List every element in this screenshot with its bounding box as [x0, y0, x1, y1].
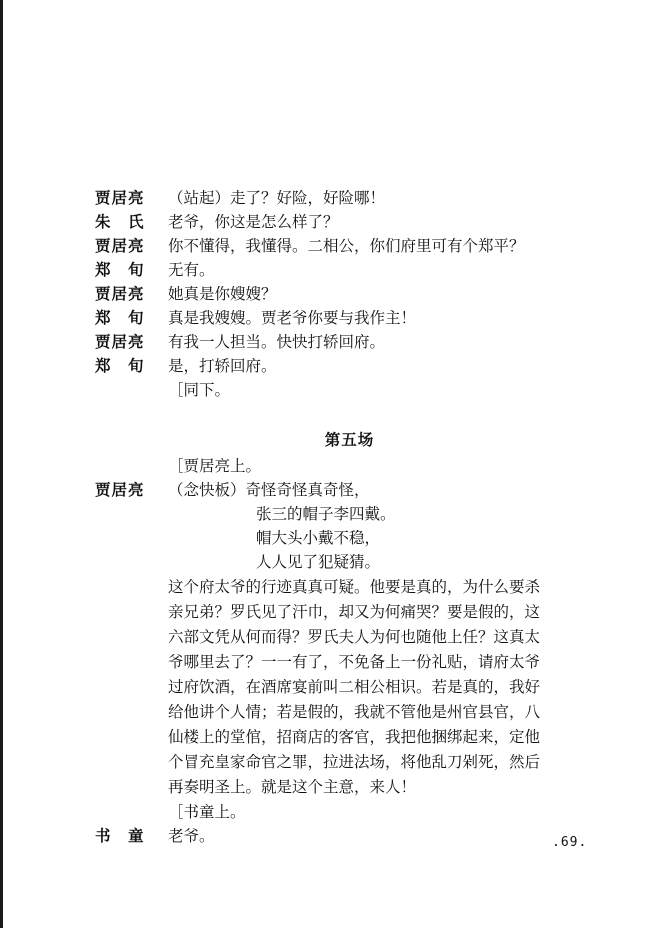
- verse-text: 人人见了犯疑猜。: [256, 553, 381, 571]
- speaker-name: 郑 旬: [95, 356, 145, 375]
- prose-text: 仙楼上的堂倌，招商店的客官，我把他捆绑起来，定他: [168, 728, 541, 746]
- prose-text: 给他讲个人情；若是假的，我就不管他是州官县官，八: [168, 703, 541, 721]
- verse-text: 张三的帽子李四戴。: [256, 505, 396, 523]
- stage-direction-text: ［书童上。: [168, 803, 246, 821]
- dialogue-text: 老爷。: [168, 827, 215, 845]
- speaker-name: 贾居亮: [95, 332, 145, 351]
- scene-title: [0, 428, 655, 450]
- verse-text: 帽大头小戴不稳，: [256, 529, 381, 547]
- binding-edge: [0, 0, 3, 928]
- prose-text: 爷哪里去了？一一有了，不免备上一份礼贴，请府太爷: [168, 653, 541, 671]
- dialogue-text: 无有。: [168, 261, 215, 279]
- speaker-name: 郑 旬: [95, 308, 145, 327]
- speaker-name: 书 童: [95, 826, 145, 845]
- scene-title-text: 第五场: [324, 430, 375, 449]
- speaker-name: 贾居亮: [95, 188, 145, 207]
- dialogue-text: 她真是你嫂嫂？: [168, 285, 277, 303]
- dialogue-text: 老爷，你这是怎么样了？: [168, 213, 339, 231]
- speaker-name: 贾居亮: [95, 284, 145, 303]
- speaker-name: 朱 氏: [95, 212, 145, 231]
- speaker-name: 贾居亮: [95, 236, 145, 255]
- prose-text: 再奏明圣上。就是这个主意，来人！: [168, 778, 417, 796]
- prose-text: 过府饮酒，在酒席宴前叫二相公相识。若是真的，我好: [168, 678, 541, 696]
- verse-lead: （念快板）奇怪奇怪真奇怪，: [168, 481, 370, 499]
- stage-direction-text: ［同下。: [168, 381, 231, 399]
- speaker-name: 郑 旬: [95, 260, 145, 279]
- speaker-name: 贾居亮: [95, 480, 145, 499]
- dialogue-text: 是，打轿回府。: [168, 357, 277, 375]
- page-number: .69.: [552, 835, 588, 850]
- stage-direction-text: ［贾居亮上。: [168, 457, 262, 475]
- prose-text: 六部文凭从何而得？罗氏夫人为何也随他上任？这真太: [168, 628, 541, 646]
- prose-text: 个冒充皇家命官之罪，拉进法场，将他乱刀剁死，然后: [168, 753, 541, 771]
- dialogue-text: 有我一人担当。快快打轿回府。: [168, 333, 386, 351]
- dialogue-text: 你不懂得，我懂得。二相公，你们府里可有个郑平？: [168, 237, 525, 255]
- prose-text: 亲兄弟？罗氏见了汗巾，却又为何痛哭？要是假的，这: [168, 603, 541, 621]
- prose-text: 这个府太爷的行迹真真可疑。他要是真的，为什么要杀: [168, 578, 541, 596]
- dialogue-text: 真是我嫂嫂。贾老爷你要与我作主！: [168, 309, 417, 327]
- dialogue-text: （站起）走了？好险，好险哪！: [168, 189, 386, 207]
